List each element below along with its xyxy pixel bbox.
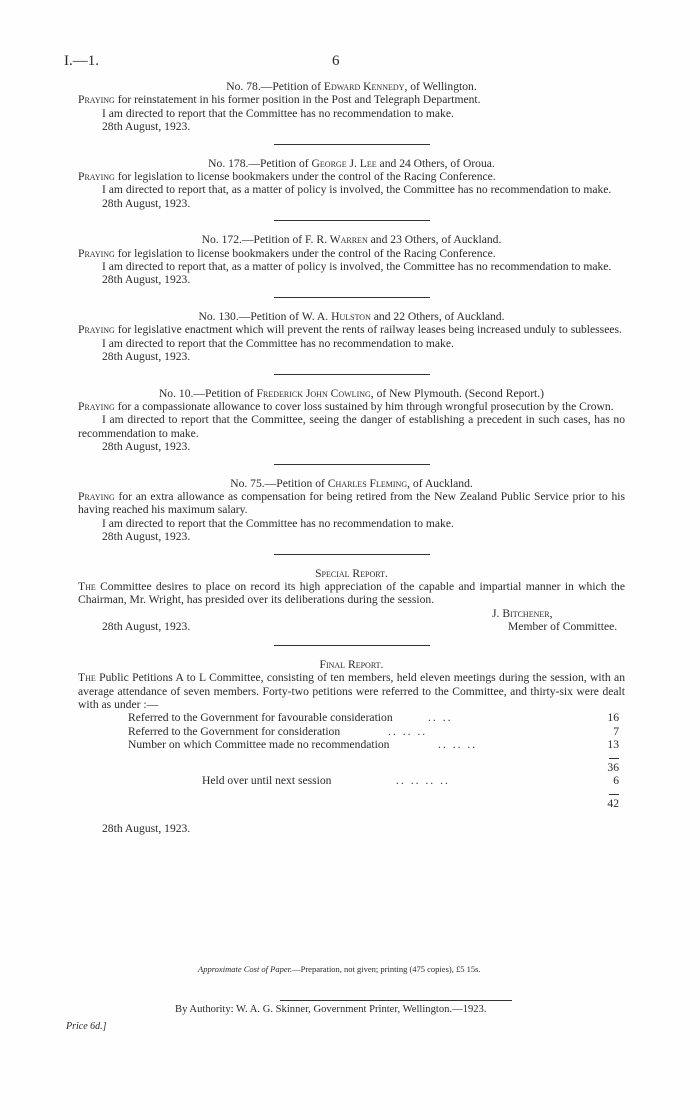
total-rule-row	[78, 788, 625, 797]
petition-75	[78, 477, 625, 544]
total-rule	[609, 794, 619, 795]
subtotal-rule	[609, 758, 619, 759]
petition-report: I am directed to report that the Committee, seeing the danger of establishing a precedent in such cases, has no recommendation to make.	[78, 413, 625, 440]
subtotal-rule-row	[78, 752, 625, 761]
petition-report: I am directed to report that, as a matter of policy is involved, the Committee has no recommendation to make.	[102, 183, 612, 197]
section-divider	[274, 144, 430, 145]
petitioner-name: W. A. Hulston	[301, 309, 371, 323]
signatory-role: Member of Committee.	[508, 619, 618, 633]
section-divider	[274, 554, 430, 555]
petition-10	[78, 387, 625, 454]
paper-code: I.—1.	[64, 53, 99, 69]
petition-report: I am directed to report that the Committee has no recommendation to make.	[102, 336, 454, 350]
petition-prayer: Praying for a compassionate allowance to cover loss sustained by him through wrongful prosecution by the Crown.	[78, 399, 614, 413]
petition-report: I am directed to report that the Committee has no recommendation to make.	[102, 106, 454, 120]
petitioner-name: Charles Fleming	[327, 476, 408, 490]
document-body	[78, 80, 625, 836]
stats-row: Referred to the Government for favourable consideration .. .. 16	[128, 711, 619, 725]
petition-130	[78, 310, 625, 364]
petitioner-name: George J. Lee	[311, 156, 377, 170]
section-divider	[274, 220, 430, 221]
section-divider	[274, 297, 430, 298]
cost-of-paper-note: Approximate Cost of Paper.—Preparation, not given; printing (475 copies), £5 15s.	[198, 964, 481, 974]
printer-authority: By Authority: W. A. G. Skinner, Government Printer, Wellington.—1923.	[175, 1004, 487, 1015]
held-over-row: Held over until next session .. .. .. .. 6	[202, 774, 619, 788]
petition-prayer: Praying for an extra allowance as compensation for being retired from the New Zealand Public Service prior to his having reached his maximum salary.	[78, 489, 625, 517]
petitioner-name: F. R. Warren	[305, 233, 368, 247]
petition-date: 28th August, 1923.	[102, 530, 191, 544]
petition-date: 28th August, 1923.	[102, 440, 191, 454]
petition-178	[78, 157, 625, 211]
petition-title: No. 172.—Petition of F. R. Warren and 23 Others, of Auckland.	[201, 233, 502, 247]
petition-date: 28th August, 1923.	[102, 196, 191, 210]
petition-date: 28th August, 1923.	[102, 350, 191, 364]
subtotal-row: 36	[607, 760, 619, 774]
petition-title: No. 78.—Petition of Edward Kennedy, of Wellington.	[226, 80, 477, 93]
signatory-name: J. Bitchener,	[492, 606, 553, 620]
petition-title: No. 10.—Petition of Frederick John Cowling, of New Plymouth. (Second Report.)	[158, 386, 545, 400]
page-number: 6	[332, 53, 340, 69]
final-report-date: 28th August, 1923.	[102, 822, 191, 836]
petition-stats-table	[78, 711, 625, 810]
footer-rule	[280, 1000, 512, 1001]
petition-date: 28th August, 1923.	[102, 273, 191, 287]
petition-title: No. 130.—Petition of W. A. Hulston and 22 Others, of Auckland.	[198, 309, 505, 323]
special-report	[78, 567, 625, 635]
petition-title: No. 75.—Petition of Charles Fleming, of Auckland.	[230, 476, 473, 490]
section-divider	[274, 374, 430, 375]
petition-78	[78, 80, 625, 134]
petition-report: I am directed to report that the Committee has no recommendation to make.	[102, 516, 454, 530]
final-report-heading: Final Report.	[319, 657, 384, 671]
petitioner-name: Edward Kennedy	[323, 80, 405, 93]
stats-row: Referred to the Government for consideration .. .. .. 7	[128, 724, 619, 738]
special-report-heading: Special Report.	[315, 566, 388, 580]
petition-prayer: Praying for reinstatement in his former position in the Post and Telegraph Department.	[78, 93, 481, 107]
signature-block	[78, 607, 625, 635]
section-divider	[274, 645, 430, 646]
petition-prayer: Praying for legislative enactment which will prevent the rents of railway leases being increased unduly to sublessees.	[78, 323, 622, 337]
section-divider	[274, 464, 430, 465]
total-row: 42	[607, 796, 619, 810]
final-report-body: The Public Petitions A to L Committee, consisting of ten members, held eleven meetings during the session, with an average attendance of seven members. Forty-two petitions were referred to the Committee, and thirty-six were dealt with as under :—	[78, 671, 625, 711]
page-header	[64, 55, 636, 75]
stats-row: Number on which Committee made no recommendation .. .. .. 13	[128, 738, 619, 752]
final-report	[78, 658, 625, 836]
price-note: Price 6d.]	[66, 1021, 107, 1032]
petition-prayer: Praying for legislation to license bookmakers under the control of the Racing Conference.	[78, 170, 496, 184]
special-report-body: The Committee desires to place on record its high appreciation of the capable and impartial manner in which the Chairman, Mr. Wright, has presided over its deliberations during the session.	[78, 579, 625, 607]
petitioner-name: Frederick John Cowling	[256, 386, 371, 400]
petition-title: No. 178.—Petition of George J. Lee and 24 Others, of Oroua.	[208, 156, 495, 170]
petition-date: 28th August, 1923.	[102, 120, 191, 134]
special-report-date: 28th August, 1923.	[102, 619, 191, 633]
petition-report: I am directed to report that, as a matter of policy is involved, the Committee has no recommendation to make.	[102, 260, 612, 274]
petition-prayer: Praying for legislation to license bookmakers under the control of the Racing Conference.	[78, 246, 496, 260]
petition-172	[78, 233, 625, 287]
